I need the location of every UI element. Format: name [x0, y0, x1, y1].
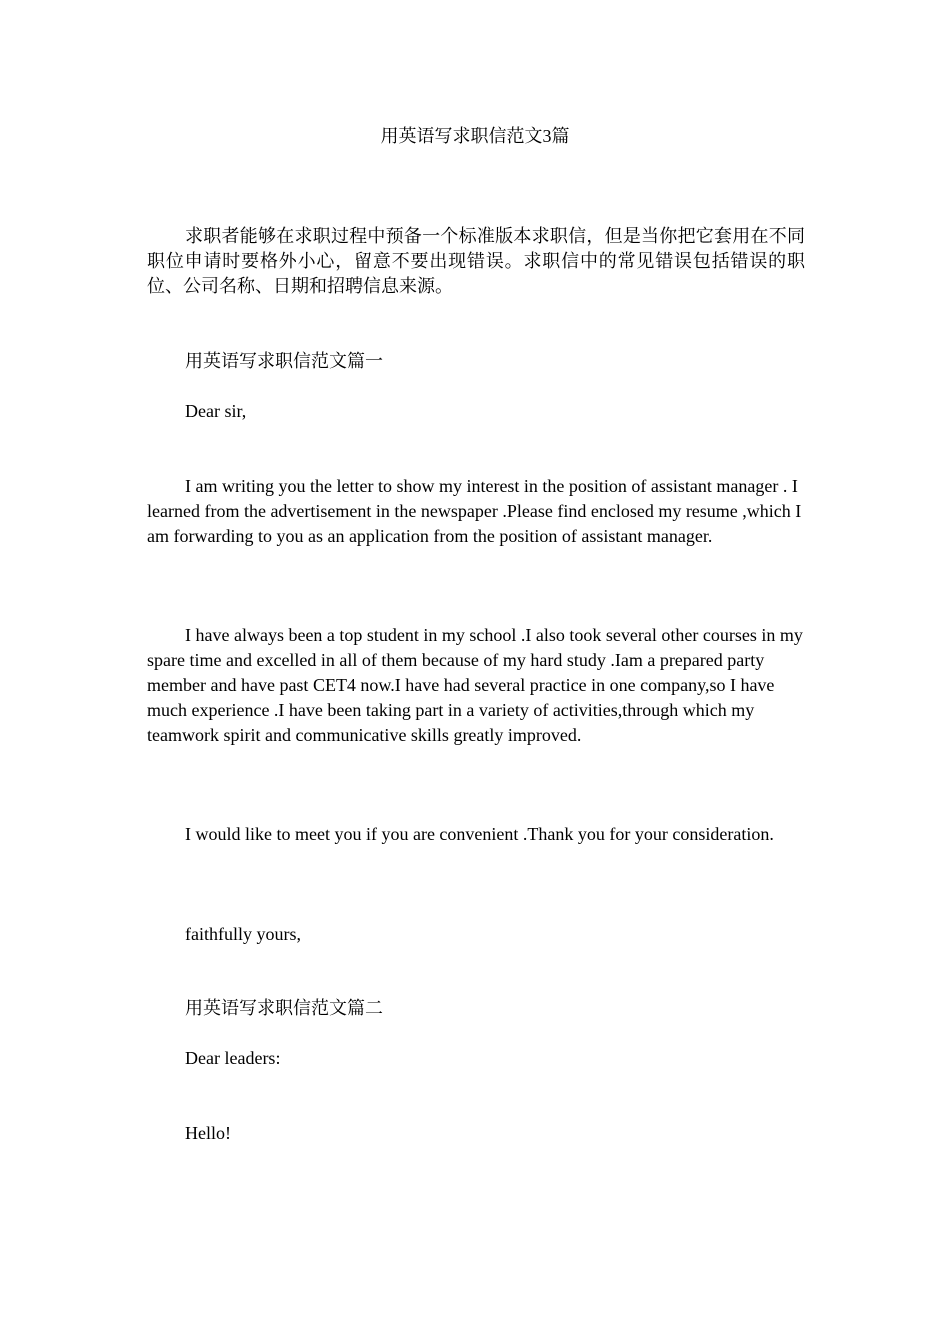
letter1-heading: 用英语写求职信范文篇一 — [185, 351, 383, 371]
letter1-paragraph-1: I am writing you the letter to show my interest in the position of assistant manager . I learned from the advertisement in the newspaper .Please find enclosed my resume ,which I am forwarding to you as an application from the position of assistant manager. — [147, 476, 802, 546]
letter2-greeting: Hello! — [185, 1123, 231, 1143]
letter1-paragraph-3: I would like to meet you if you are convenient .Thank you for your consideration. — [185, 824, 774, 844]
intro-paragraph: 求职者能够在求职过程中预备一个标准版本求职信，但是当你把它套用在不同职位申请时要格外小心，留意不要出现错误。求职信中的常见错误包括错误的职位、公司名称、日期和招聘信息来源。 — [147, 226, 805, 296]
document-title: 用英语写求职信范文3篇 — [380, 126, 570, 146]
letter1-salutation: Dear sir, — [185, 401, 247, 421]
letter2-salutation: Dear leaders: — [185, 1048, 281, 1068]
letter2-heading: 用英语写求职信范文篇二 — [185, 998, 383, 1018]
letter1-paragraph-2: I have always been a top student in my school .I also took several other courses in my spare time and excelled in all of them because of my hard study .Iam a prepared party member and have past CET4 now.I have had several practice in one company,so I have much experience .I have been taking part in a variety of activities,through which my teamwork spirit and communicative skills greatly improved. — [147, 625, 803, 745]
letter1-closing: faithfully yours, — [185, 924, 301, 944]
